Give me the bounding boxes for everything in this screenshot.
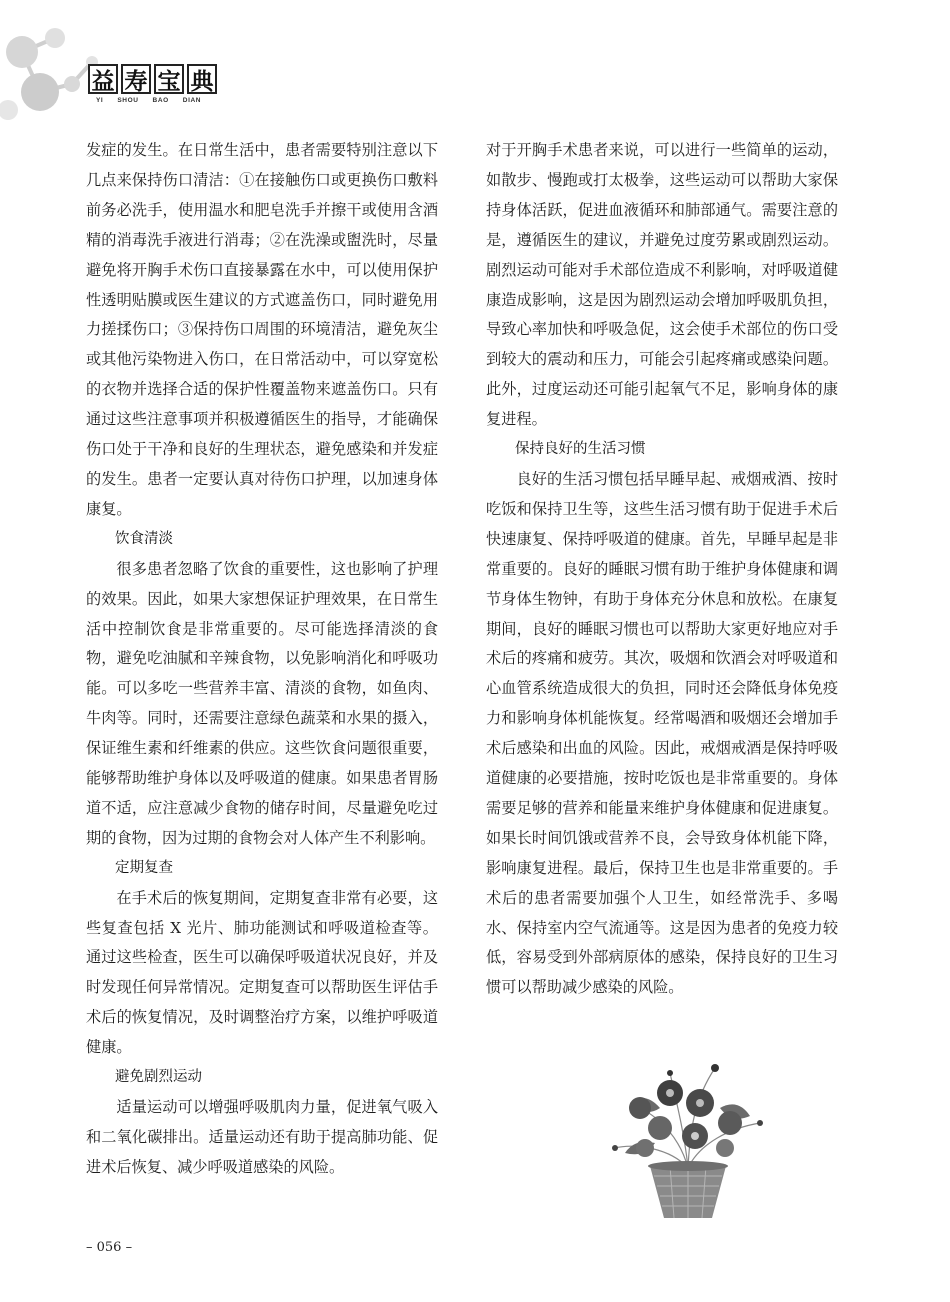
logo-char: 寿: [121, 64, 151, 94]
paragraph: 发症的发生。在日常生活中，患者需要特别注意以下几点来保持伤口清洁：①在接触伤口或更换伤口敷料前务必洗手，使用温水和肥皂洗手并擦干或使用含酒精的消毒洗手液进行消毒；②在洗澡或盥洗时，尽量避免将开胸手术伤口直接暴露在水中，可以使用保护性透明贴膜或医生建议的方式遮盖伤口，同时避免用力搓揉伤口；③保持伤口周围的环境清洁，避免灰尘或其他污染物进入伤口，在日常活动中，可以穿宽松的衣物并选择合适的保护性覆盖物来遮盖伤口。只有通过这些注意事项并积极遵循医生的指导，才能确保伤口处于干净和良好的生理状态，避免感染和并发症的发生。患者一定要认真对待伤口护理，以加速身体康复。: [86, 141, 438, 518]
logo-pinyin: BAO: [152, 97, 169, 104]
paragraph: 适量运动可以增强呼吸肌肉力量，促进氧气吸入和二氧化碳排出。适量运动还有助于提高肺功能、促进术后恢复、减少呼吸道感染的风险。: [86, 1098, 438, 1176]
logo-pinyin: DIAN: [182, 97, 202, 104]
logo-char: 宝: [154, 64, 184, 94]
paragraph: 在手术后的恢复期间，定期复查非常有必要，这些复查包括 X 光片、肺功能测试和呼吸道检查等。通过这些检查，医生可以确保呼吸道状况良好，并及时发现任何异常情况。定期复查可以帮助医生评估手术后的恢复情况，及时调整治疗方案，以维护呼吸道健康。: [86, 888, 438, 1057]
right-column: [486, 136, 838, 1003]
magazine-logo: [88, 64, 217, 104]
logo-char: 典: [187, 64, 217, 94]
logo-pinyin: SHOU: [117, 97, 139, 104]
paragraph: 很多患者忽略了饮食的重要性，这也影响了护理的效果。因此，如果大家想保证护理效果，在日常生活中控制饮食是非常重要的。尽可能选择清淡的食物，避免吃油腻和辛辣食物，以免影响消化和呼吸功能。可以多吃一些营养丰富、清淡的食物，如鱼肉、牛肉等。同时，还需要注意绿色蔬菜和水果的摄入，保证维生素和纤维素的供应。这些饮食问题很重要，能够帮助维护身体以及呼吸道的健康。如果患者胃肠道不适，应注意减少食物的储存时间，尽量避免吃过期的食物，因为过期的食物会对人体产生不利影响。: [86, 559, 438, 847]
page-number: – 056 –: [86, 1240, 133, 1255]
logo-char: 益: [88, 64, 118, 94]
logo-pinyin: YI: [96, 97, 104, 104]
section-heading-diet: 饮食清淡: [115, 530, 173, 547]
paragraph: 对于开胸手术患者来说，可以进行一些简单的运动，如散步、慢跑或打太极拳，这些运动可以帮助大家保持身体活跃，促进血液循环和肺部通气。需要注意的是，遵循医生的建议，并避免过度劳累或剧烈运动。剧烈运动可能对手术部位造成不利影响，对呼吸道健康造成影响，这是因为剧烈运动会增加呼吸肌负担，导致心率加快和呼吸急促，这会使手术部位的伤口受到较大的震动和压力，可能会引起疼痛或感染问题。此外，过度运动还可能引起氧气不足，影响身体的康复进程。: [486, 141, 838, 429]
section-heading-checkup: 定期复查: [115, 859, 173, 876]
flower-basket-illustration: [600, 1048, 775, 1228]
section-heading-habits: 保持良好的生活习惯: [515, 441, 646, 458]
paragraph: 良好的生活习惯包括早睡早起、戒烟戒酒、按时吃饭和保持卫生等，这些生活习惯有助于促进手术后快速康复、保持呼吸道的健康。首先，早睡早起是非常重要的。良好的睡眠习惯有助于维护身体健康和调节身体生物钟，有助于身体充分休息和放松。在康复期间，良好的睡眠习惯也可以帮助大家更好地应对手术后的疼痛和疲劳。其次，吸烟和饮酒会对呼吸道和心血管系统造成很大的负担，同时还会降低身体免疫力和影响身体机能恢复。经常喝酒和吸烟还会增加手术后感染和出血的风险。因此，戒烟戒酒是保持呼吸道健康的必要措施，按时吃饭也是非常重要的。身体需要足够的营养和能量来维护身体健康和促进康复。如果长时间饥饿或营养不良，会导致身体机能下降，影响康复进程。最后，保持卫生也是非常重要的。手术后的患者需要加强个人卫生，如经常洗手、多喝水、保持室内空气流通等。这是因为患者的免疫力较低，容易受到外部病原体的感染，保持良好的卫生习惯可以帮助减少感染的风险。: [486, 469, 838, 997]
section-heading-exercise: 避免剧烈运动: [115, 1069, 202, 1086]
left-column: [86, 136, 438, 1183]
